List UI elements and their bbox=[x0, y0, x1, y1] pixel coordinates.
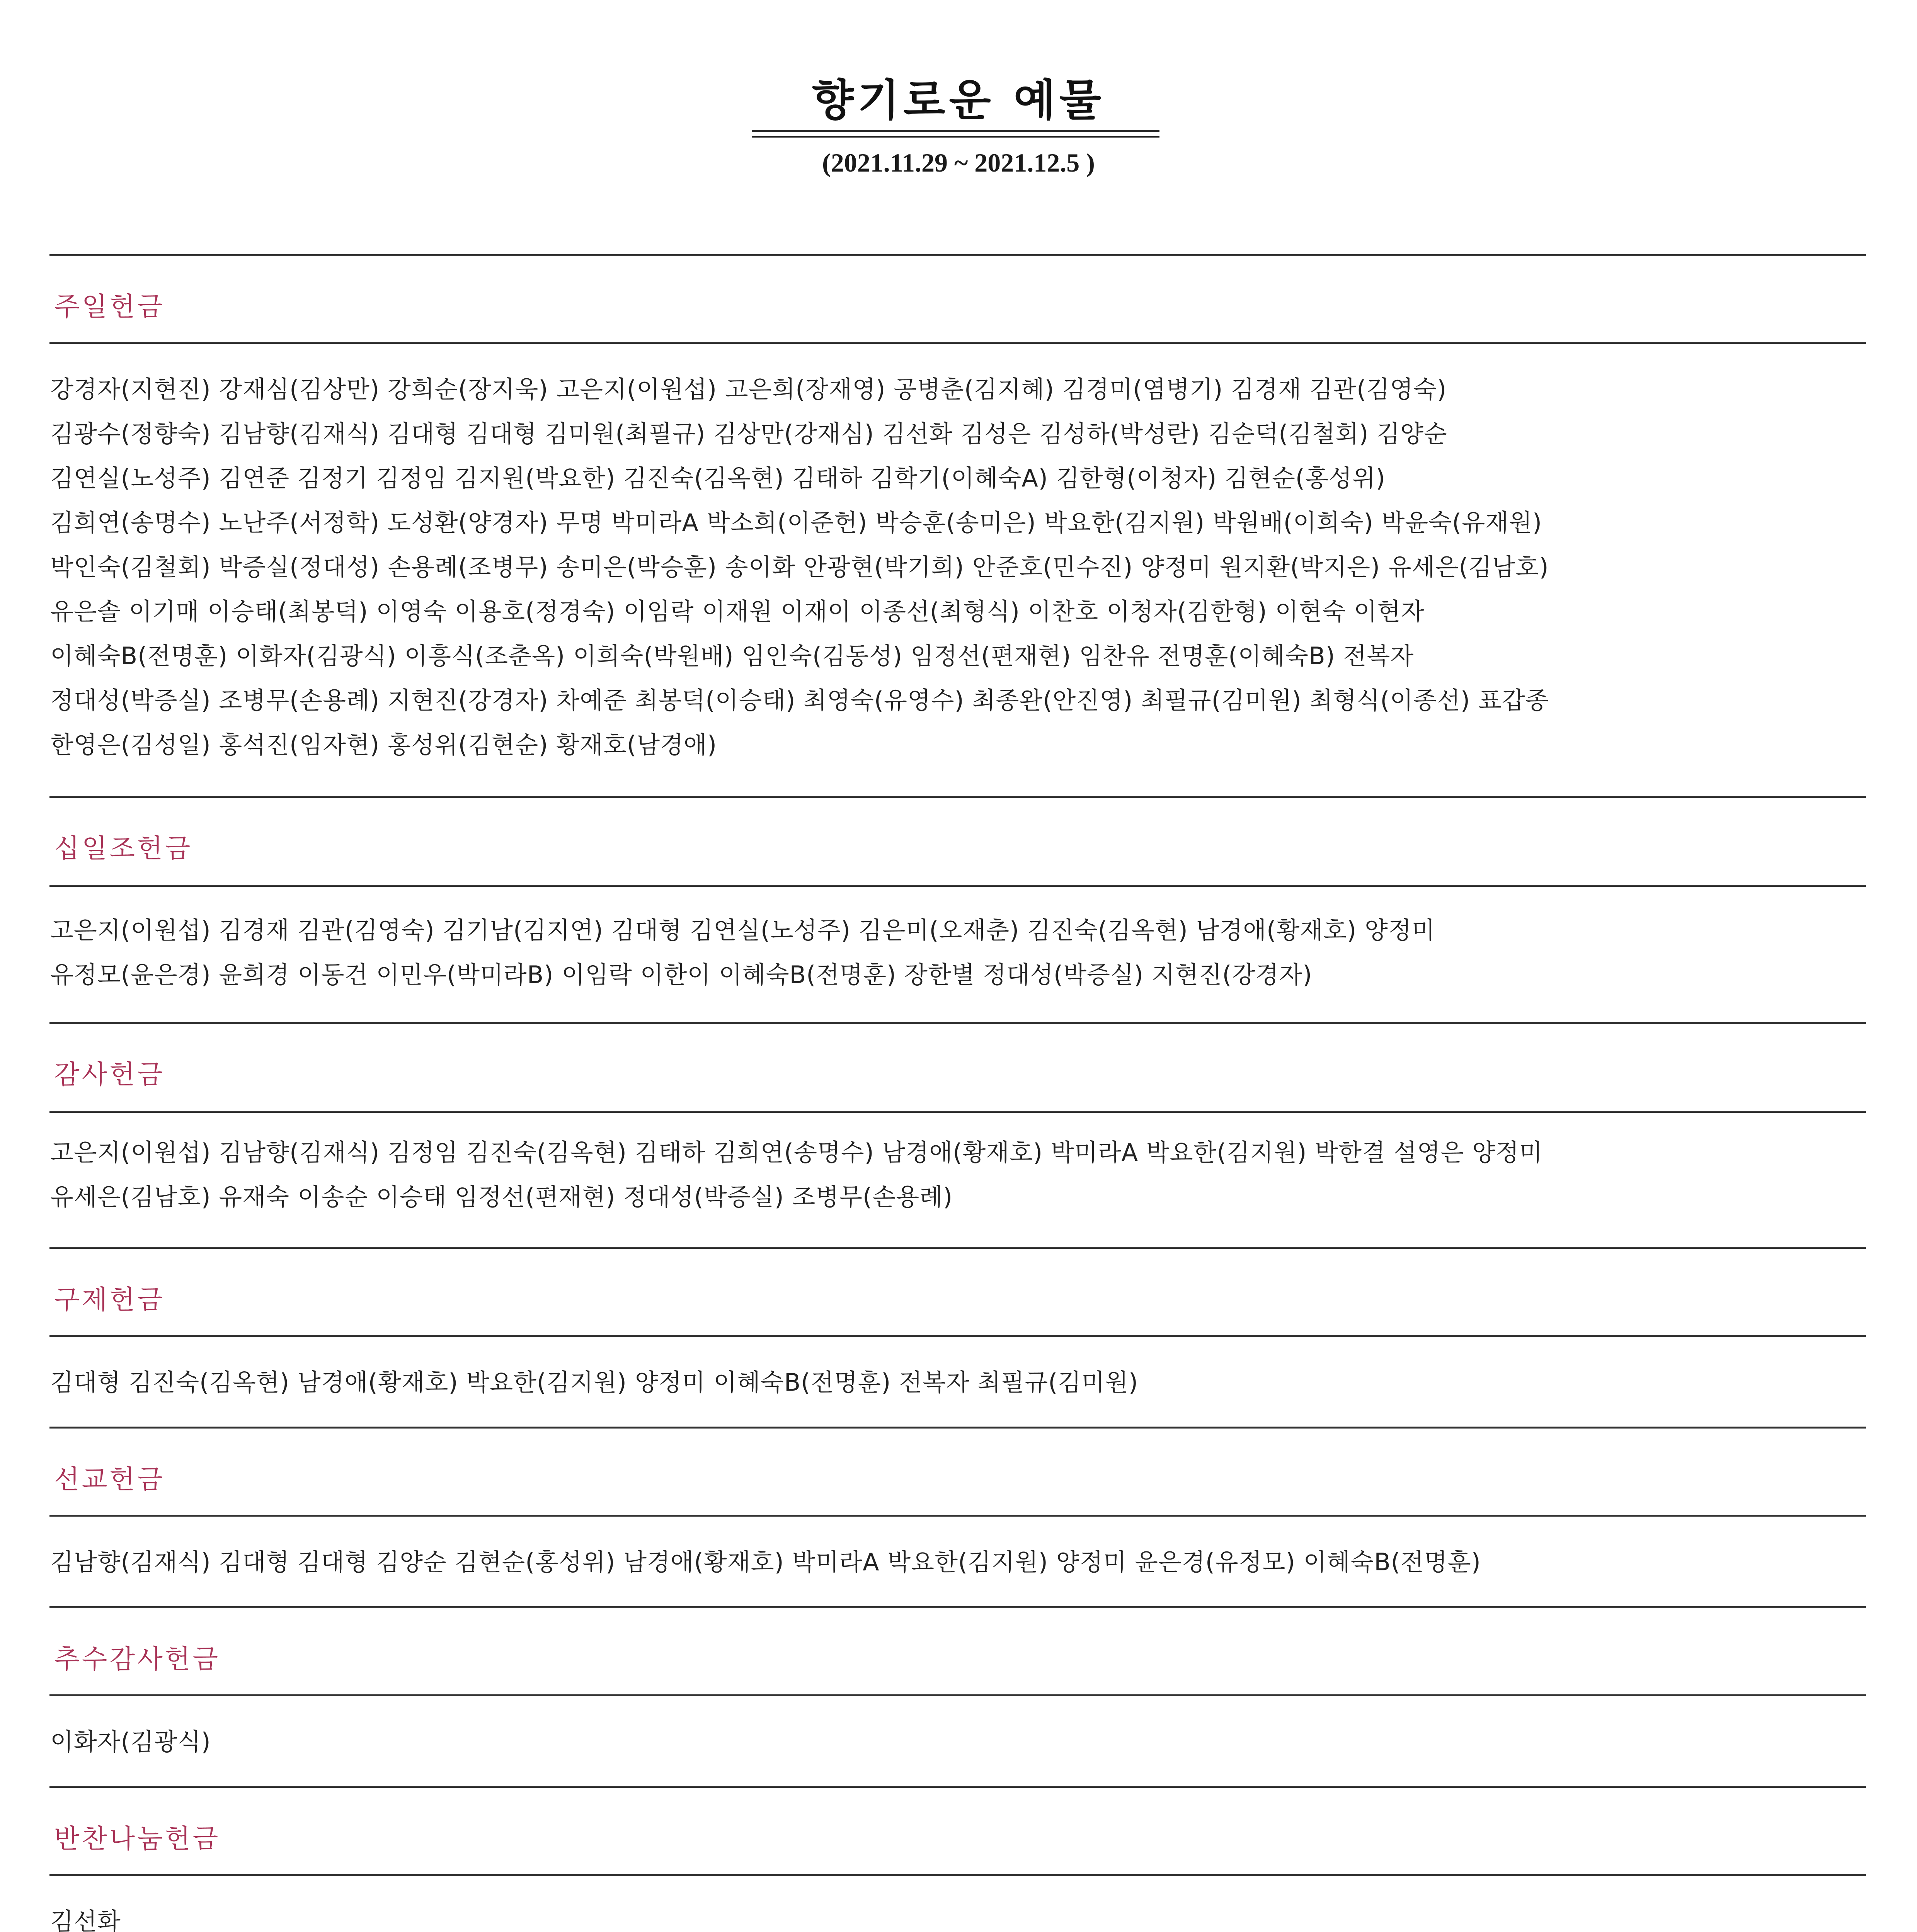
section-divider bbox=[49, 1874, 1866, 1876]
section-heading-harvest: 추수감사헌금 bbox=[54, 1644, 221, 1675]
section-divider bbox=[49, 1786, 1866, 1788]
section-divider bbox=[49, 254, 1866, 256]
section-divider bbox=[49, 1247, 1866, 1249]
section-divider bbox=[49, 1606, 1866, 1608]
title-underline-double bbox=[752, 136, 1159, 138]
section-divider bbox=[49, 796, 1866, 798]
section-heading-sunday: 주일헌금 bbox=[54, 292, 165, 322]
title-underline bbox=[752, 130, 1159, 132]
section-divider bbox=[49, 1515, 1866, 1517]
section-names-harvest: 이화자(김광식) bbox=[50, 1728, 211, 1756]
section-divider bbox=[49, 1022, 1866, 1024]
section-divider bbox=[49, 1335, 1866, 1337]
section-divider bbox=[49, 885, 1866, 887]
document-title: 향기로운 예물 bbox=[812, 75, 1105, 126]
document-period: (2021.11.29 ~ 2021.12.5 ) bbox=[822, 148, 1095, 177]
section-divider bbox=[49, 1694, 1866, 1696]
section-divider bbox=[49, 1427, 1866, 1429]
section-names-tithe: 고은지(이원섭) 김경재 김관(김영숙) 김기남(김지연) 김대형 김연실(노성주) 김은미(오재춘) 김진숙(김옥현) 남경애(황재호) 양정미 유정모(윤은경) 윤희경 이동건 이민우(박미라B) 이임락 이한이 이혜숙B(전명훈) 장한별 정대성(박증실) 지현진(강경자) bbox=[50, 916, 1435, 989]
section-names-mission: 김남향(김재식) 김대형 김대형 김양순 김현순(홍성위) 남경애(황재호) 박미라A 박요한(김지원) 양정미 윤은경(유정모) 이혜숙B(전명훈) bbox=[50, 1548, 1481, 1576]
section-heading-mission: 선교헌금 bbox=[54, 1464, 165, 1495]
section-names-sidedish: 김선화 bbox=[50, 1907, 121, 1932]
section-names-sunday: 강경자(지현진) 강재심(김상만) 강희순(장지욱) 고은지(이원섭) 고은희(장재영) 공병춘(김지혜) 김경미(염병기) 김경재 김관(김영숙) 김광수(정향숙) 김남향(김재식) 김대형 김대형 김미원(최필규) 김상만(강재심) 김선화 김성은 김성하(박성란) 김순덕(김철회) 김양순 김연실(노성주) 김연준 김정기 김정임 김지원(박요한) 김진숙(김옥현) 김태하 김학기(이혜숙A) 김한형(이청자) 김현순(홍성위) 김희연(송명수) 노난주(서정학) 도성환(양경자) 무명 박미라A 박소희(이준헌) 박승훈(송미은) 박요한(김지원) 박원배(이희숙) 박윤숙(유재원) 박인숙(김철회) 박증실(정대성) 손용례(조병무) 송미은(박승훈) 송이화 안광현(박기희) 안준호(민수진) 양정미 원지환(박지은) 유세은(김남호) 유은솔 이기매 이승태(최봉덕) 이영숙 이용호(정경숙) 이임락 이재원 이재이 이종선(최형식) 이찬호 이청자(김한형) 이현숙 이현자 이혜숙B(전명훈) 이화자(김광식) 이흥식(조춘옥) 이희숙(박원배) 임인숙(김동성) 임정선(편재현) 임찬유 전명훈(이혜숙B) 전복자 정대성(박증실) 조병무(손용례) 지현진(강경자) 차예준 최봉덕(이승태) 최영숙(유영수) 최종완(안진영) 최필규(김미원) 최형식(이종선) 표갑종 한영은(김성일) 홍석진(임자현) 홍성위(김현순) 황재호(남경애) bbox=[50, 375, 1549, 759]
section-names-thanks: 고은지(이원섭) 김남향(김재식) 김정임 김진숙(김옥현) 김태하 김희연(송명수) 남경애(황재호) 박미라A 박요한(김지원) 박한결 설영은 양정미 유세은(김남호) 유재숙 이송순 이승태 임정선(편재현) 정대성(박증실) 조병무(손용례) bbox=[50, 1138, 1543, 1211]
section-heading-sidedish: 반찬나눔헌금 bbox=[54, 1824, 221, 1854]
section-names-relief: 김대형 김진숙(김옥현) 남경애(황재호) 박요한(김지원) 양정미 이혜숙B(전명훈) 전복자 최필규(김미원) bbox=[50, 1368, 1139, 1396]
section-heading-relief: 구제헌금 bbox=[54, 1285, 165, 1315]
section-heading-tithe: 십일조헌금 bbox=[54, 833, 193, 864]
section-divider bbox=[49, 1111, 1866, 1113]
section-heading-thanks: 감사헌금 bbox=[54, 1060, 165, 1090]
section-divider bbox=[49, 342, 1866, 344]
